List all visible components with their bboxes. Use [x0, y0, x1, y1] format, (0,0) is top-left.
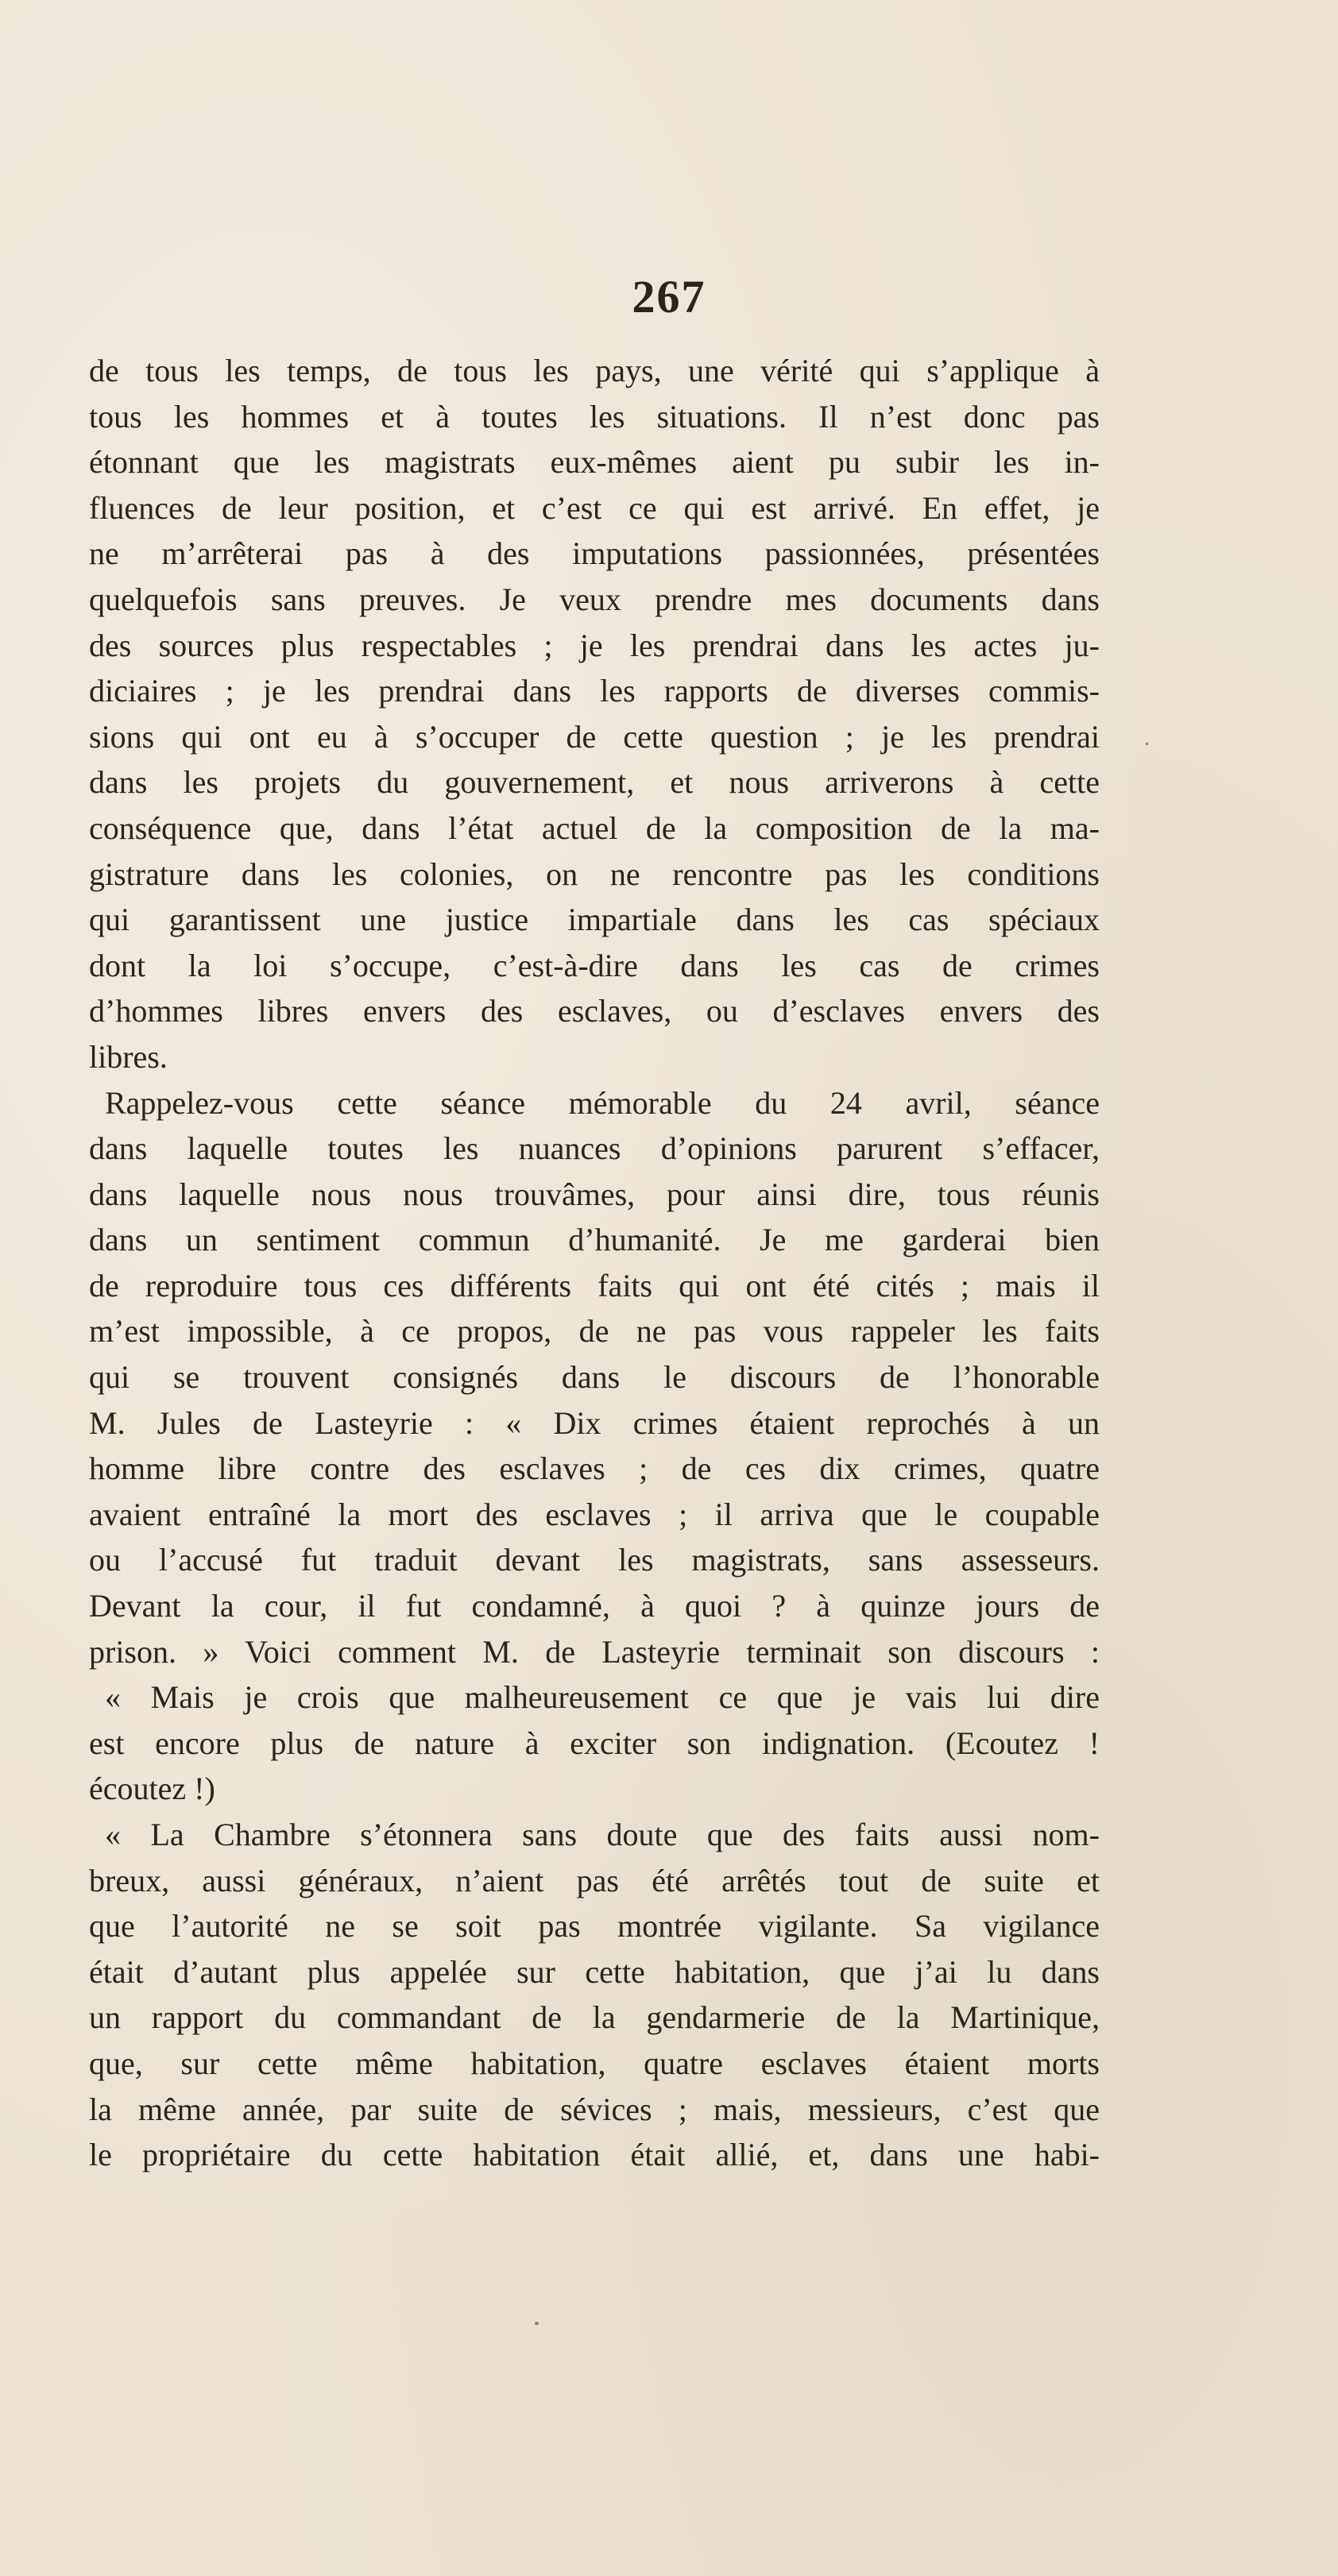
- page-number: 267: [632, 271, 706, 322]
- text-line: conséquence que, dans l’état actuel de la composition de la ma-: [89, 809, 1100, 846]
- text-line: qui garantissent une justice impartiale dans les cas spéciaux: [89, 902, 1100, 938]
- text-line: la même année, par suite de sévices ; mais, messieurs, c’est que: [89, 2091, 1100, 2127]
- text-line: écoutez !): [89, 1771, 215, 1807]
- text-line: qui se trouvent consignés dans le discours de l’honorable: [89, 1359, 1100, 1396]
- text-line: ne m’arrêterai pas à des imputations passionnées, présentées: [89, 535, 1100, 572]
- text-line: dans laquelle nous nous trouvâmes, pour ainsi dire, tous réunis: [89, 1176, 1100, 1212]
- text-line: gistrature dans les colonies, on ne rencontre pas les conditions: [89, 855, 1100, 892]
- paragraph-start-line: « Mais je crois que malheureusement ce que je vais lui dire: [105, 1679, 1100, 1716]
- text-line: fluences de leur position, et c’est ce qui est arrivé. En effet, je: [89, 489, 1100, 526]
- text-line: breux, aussi généraux, n’aient pas été arrêtés tout de suite et: [89, 1862, 1100, 1898]
- text-line: homme libre contre des esclaves ; de ces dix crimes, quatre: [89, 1450, 1100, 1487]
- text-line: de tous les temps, de tous les pays, une vérité qui s’applique à: [89, 353, 1100, 388]
- text-line: dont la loi s’occupe, c’est-à-dire dans les cas de crimes: [89, 947, 1100, 983]
- paragraph-start-line: « La Chambre s’étonnera sans doute que des faits aussi nom-: [105, 1817, 1100, 1852]
- text-line: dans laquelle toutes les nuances d’opinions parurent s’effacer,: [89, 1130, 1100, 1167]
- text-line: tous les hommes et à toutes les situations. Il n’est donc pas: [89, 398, 1100, 434]
- bottom-speck: [535, 2322, 539, 2325]
- margin-speck: [1146, 743, 1148, 745]
- text-line: un rapport du commandant de la gendarmerie de la Martinique,: [89, 1999, 1100, 2036]
- text-line: de reproduire tous ces différents faits qui ont été cités ; mais il: [89, 1267, 1100, 1303]
- text-line: sions qui ont eu à s’occuper de cette question ; je les prendrai: [89, 718, 1100, 755]
- paragraph-start-line: Rappelez-vous cette séance mémorable du 24 avril, séance: [105, 1084, 1100, 1121]
- text-line: que, sur cette même habitation, quatre esclaves étaient morts: [89, 2045, 1100, 2081]
- text-line: libres.: [89, 1038, 168, 1075]
- text-line: diciaires ; je les prendrai dans les rapports de diverses commis-: [89, 673, 1100, 709]
- text-line: d’hommes libres envers des esclaves, ou d’esclaves envers des: [89, 993, 1100, 1029]
- body-text: [89, 348, 1100, 2178]
- text-line: M. Jules de Lasteyrie : « Dix crimes étaient reprochés à un: [89, 1404, 1100, 1441]
- text-line: dans un sentiment commun d’humanité. Je me garderai bien: [89, 1222, 1100, 1258]
- text-line: était d’autant plus appelée sur cette habitation, que j’ai lu dans: [89, 1953, 1100, 1990]
- text-line: est encore plus de nature à exciter son indignation. (Ecoutez !: [89, 1724, 1100, 1761]
- text-line: ou l’accusé fut traduit devant les magistrats, sans assesseurs.: [89, 1542, 1100, 1578]
- text-line: m’est impossible, à ce propos, de ne pas vous rappeler les faits: [89, 1313, 1100, 1350]
- text-line: prison. » Voici comment M. de Lasteyrie terminait son discours :: [89, 1633, 1100, 1670]
- text-line: avaient entraîné la mort des esclaves ; il arriva que le coupable: [89, 1496, 1100, 1532]
- text-line: le propriétaire du cette habitation était allié, et, dans une habi-: [89, 2137, 1100, 2173]
- text-line: des sources plus respectables ; je les prendrai dans les actes ju-: [89, 627, 1100, 663]
- text-line: que l’autorité ne se soit pas montrée vigilante. Sa vigilance: [89, 1908, 1100, 1945]
- text-line: dans les projets du gouvernement, et nous arriverons à cette: [89, 764, 1100, 801]
- text-line: quelquefois sans preuves. Je veux prendre mes documents dans: [89, 581, 1100, 617]
- text-line: Devant la cour, il fut condamné, à quoi ? à quinze jours de: [89, 1588, 1100, 1624]
- text-line: étonnant que les magistrats eux-mêmes aient pu subir les in-: [89, 444, 1100, 481]
